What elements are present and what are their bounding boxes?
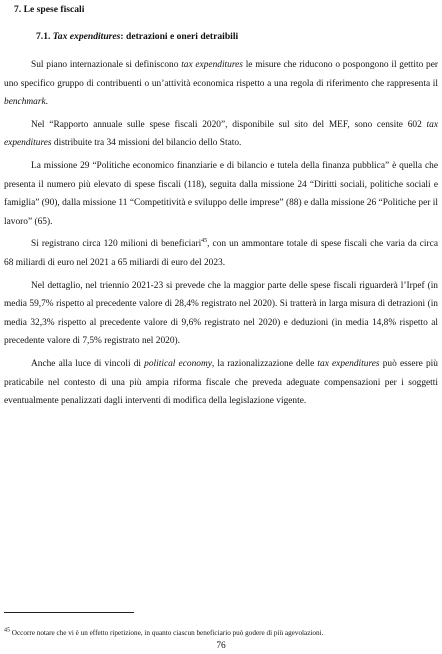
subsection-title-italic: Tax expenditures <box>52 31 121 42</box>
text-run: Sul piano internazionale si definiscono <box>31 60 182 70</box>
footnote-reference: 45 <box>201 238 208 245</box>
footnote-separator <box>4 612 134 613</box>
italic-term: political economy <box>144 358 212 369</box>
footnote-marker: 45 <box>4 627 10 634</box>
paragraph <box>4 277 438 351</box>
paragraph <box>4 56 438 112</box>
page-number: 76 <box>216 641 226 651</box>
text-run: distribuite tra 34 missioni del bilancio dello Stato. <box>51 138 242 149</box>
text-run: le misure che riducono o pospongono il gettito per uno specifico gruppo di contribuenti o un’attività economica rispetto a una regola di riferimento che rappresenta il <box>4 60 438 89</box>
subsection-heading <box>36 31 238 43</box>
text-run: Anche alla luce di vincoli di <box>31 358 145 369</box>
text-run: La missione 29 “Politiche economico finanziarie e di bilancio e tutela della finanza pubblica” è quella che presenta il numero più elevato di spese fiscali (118), seguita dalla missione 24 “Diritti sociali, politiche sociali e famiglia” (90), dalla missione 11 “Competitività e sviluppo delle imprese” (88) e dalla missione 26 “Politiche per il lavoro” (65). <box>4 160 438 227</box>
body-text <box>4 56 438 415</box>
italic-term: benchmark <box>4 97 46 108</box>
text-run: , con un ammontare totale di spese fiscali che varia da circa 68 miliardi di euro nel 2021 a 65 miliardi di euro del 2023. <box>4 239 438 268</box>
text-run: Nel dettaglio, nel triennio 2021-23 si prevede che la maggior parte delle spese fiscali riguarderà l’Irpef (in media 59,7% rispetto al precedente valore di 28,4% registrato nel 2020). Si tratterà in larga misura di detrazioni (in media 32,3% rispetto al precedente valore di 9,6% registrato nel 2020) e deduzioni (in media 14,8% rispetto al precedente valore di 7,5% registrato nel 2020). <box>4 280 438 347</box>
text-run: Si registrano circa 120 milioni di beneficiari <box>31 239 202 250</box>
section-number: 7. <box>14 4 22 15</box>
text-run: . <box>45 97 48 108</box>
text-run: può essere più praticabile nel contesto di una più ampia riforma fiscale che preveda adeguate compensazioni per i soggetti eventualmente penalizzati dagli interventi di modifica della legislazione vigente. <box>4 358 438 407</box>
footnote <box>4 629 438 638</box>
footnote-text: Occorre notare che vi è un effetto ripetizione, in quanto ciascun beneficiario può godere di più agevolazioni. <box>10 629 324 637</box>
italic-term: tax expenditures <box>4 119 438 149</box>
paragraph <box>4 157 438 231</box>
section-heading <box>14 4 84 16</box>
paragraph <box>4 235 438 272</box>
italic-term: tax expenditures <box>181 60 243 70</box>
paragraph <box>4 355 438 411</box>
subsection-title-rest: : detrazioni e oneri detraibili <box>120 31 239 42</box>
text-run: , la razionalizzazione delle <box>211 358 318 369</box>
text-run: Nel “Rapporto annuale sulle spese fiscali 2020”, disponibile sul sito del MEF, sono censite 602 <box>31 119 427 130</box>
section-title: Le spese fiscali <box>23 4 85 15</box>
subsection-number: 7.1. <box>36 31 51 42</box>
paragraph <box>4 116 438 153</box>
italic-term: tax expenditures <box>317 358 380 369</box>
